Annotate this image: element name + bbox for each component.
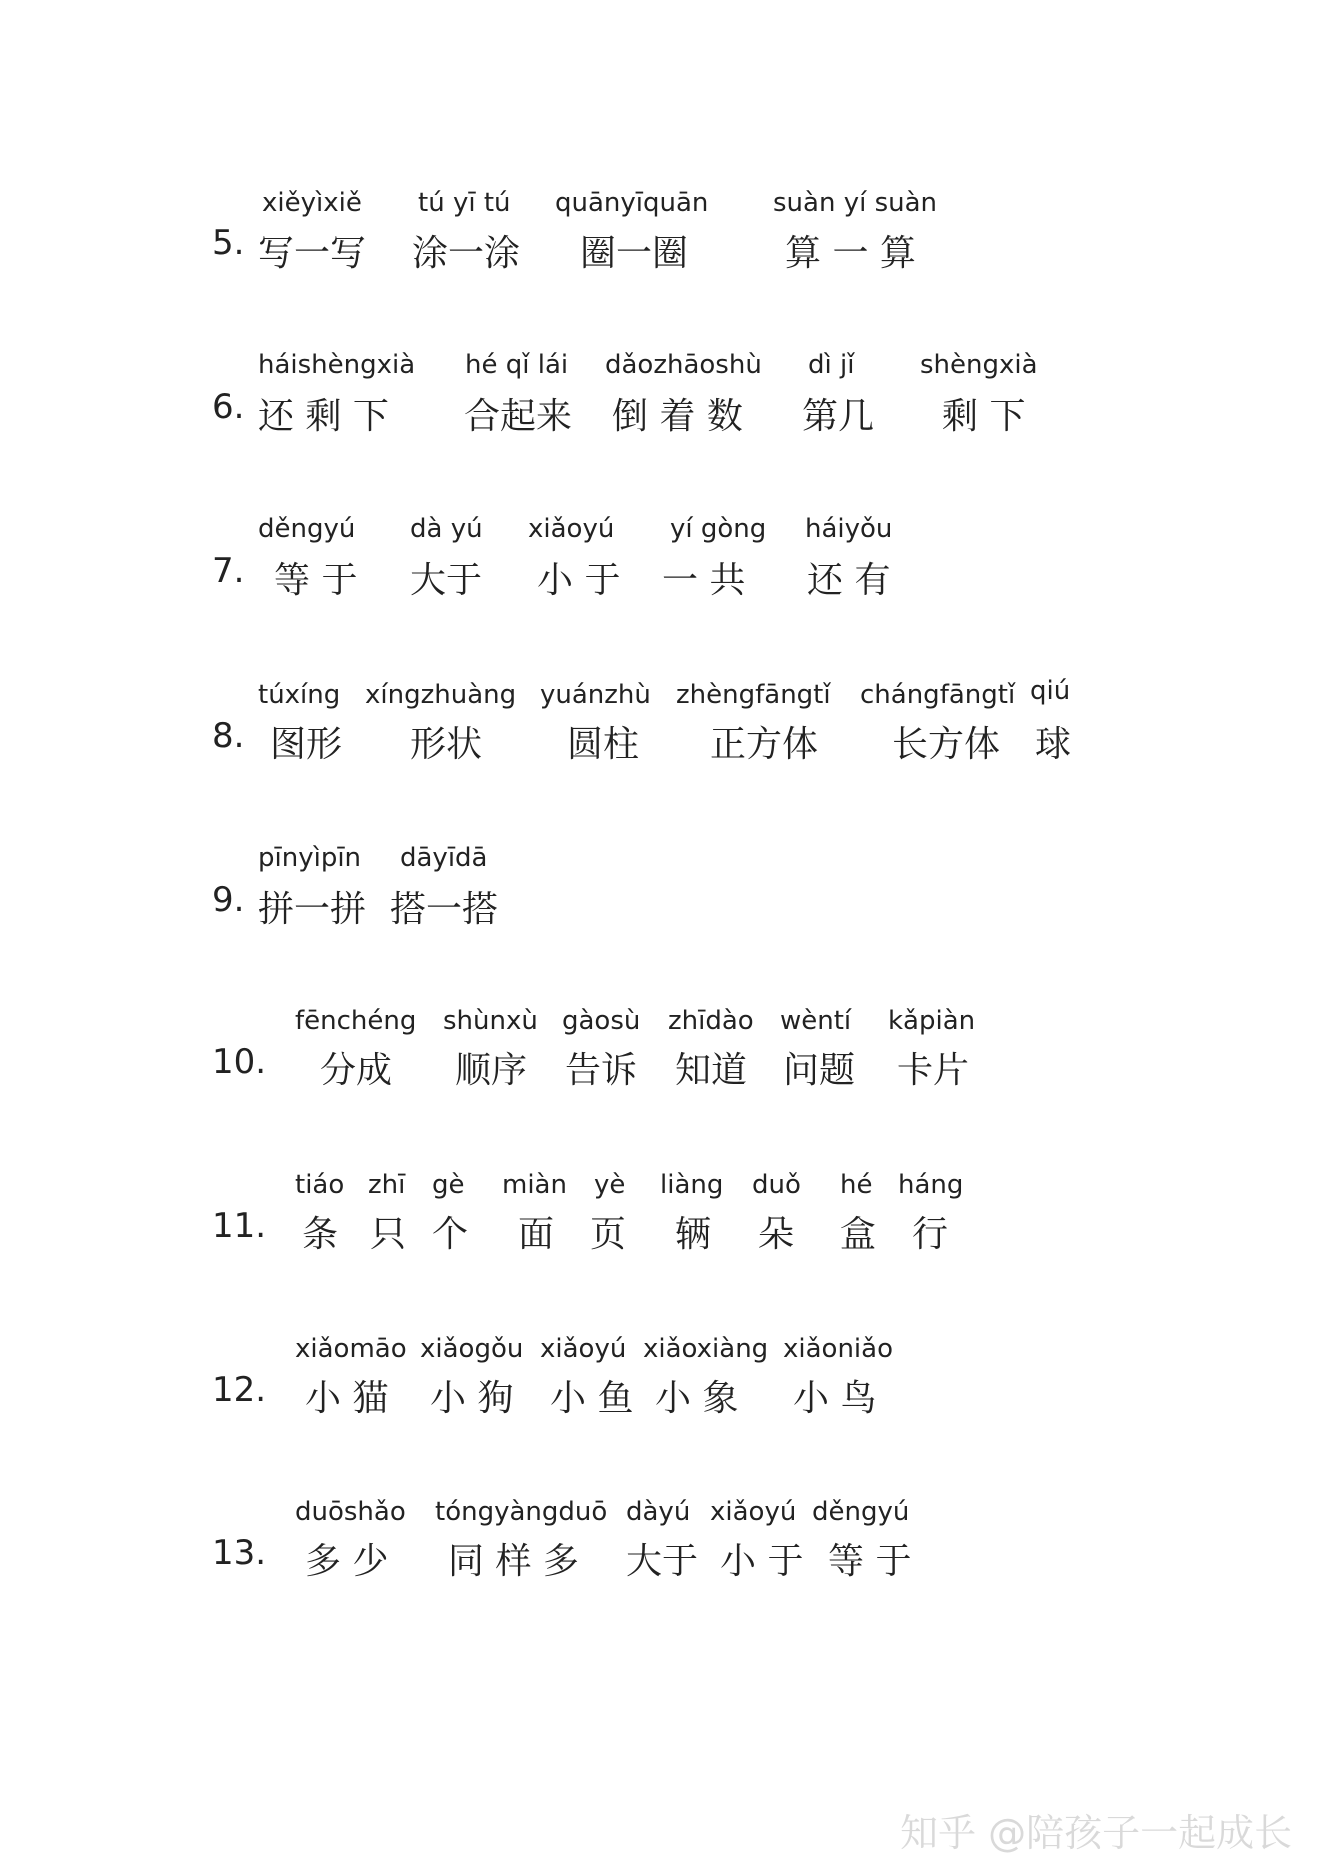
hanzi: 还 有 (807, 560, 891, 601)
item-number: 6. (212, 387, 245, 427)
pinyin: yí gòng (670, 514, 767, 544)
hanzi: 一 共 (662, 560, 746, 601)
hanzi: 形状 (410, 724, 483, 765)
pinyin: xiǎoyú (540, 1334, 627, 1364)
pinyin: xíngzhuàng (365, 680, 517, 710)
hanzi: 分成 (320, 1050, 393, 1091)
pinyin: xiǎomāo (295, 1334, 407, 1364)
pinyin: xiǎoxiàng (643, 1334, 769, 1364)
hanzi: 算 一 算 (785, 233, 916, 274)
hanzi: 页 (590, 1214, 627, 1255)
pinyin: pīnyìpīn (258, 843, 362, 873)
pinyin: yuánzhù (540, 680, 651, 710)
pinyin: qiú (1030, 676, 1071, 706)
pinyin: dì jǐ (808, 350, 855, 380)
item-number: 13. (212, 1533, 267, 1573)
pinyin: děngyú (258, 514, 356, 544)
hanzi: 顺序 (455, 1050, 528, 1091)
hanzi: 辆 (675, 1214, 712, 1255)
pinyin: dà yú (410, 514, 483, 544)
hanzi: 小 于 (720, 1541, 804, 1582)
item-number: 7. (212, 551, 245, 591)
hanzi: 小 鸟 (793, 1378, 877, 1419)
pinyin: chángfāngtǐ (860, 680, 1016, 710)
pinyin: wèntí (780, 1006, 852, 1036)
hanzi: 等 于 (274, 560, 358, 601)
hanzi: 写一写 (258, 233, 367, 274)
pinyin: xiǎoyú (710, 1497, 797, 1527)
item-number: 9. (212, 880, 245, 920)
pinyin: xiǎoyú (528, 514, 615, 544)
pinyin: gàosù (562, 1006, 641, 1036)
hanzi: 面 (518, 1214, 555, 1255)
pinyin: háishèngxià (258, 350, 416, 380)
hanzi: 长方体 (892, 724, 1001, 765)
pinyin: duōshǎo (295, 1497, 406, 1527)
hanzi: 行 (912, 1214, 949, 1255)
hanzi: 只 (370, 1214, 407, 1255)
hanzi: 图形 (270, 724, 343, 765)
hanzi: 合起来 (464, 396, 573, 437)
hanzi: 小 狗 (430, 1378, 514, 1419)
hanzi: 盒 (840, 1214, 877, 1255)
pinyin: quānyīquān (555, 188, 709, 218)
pinyin: dāyīdā (400, 843, 488, 873)
pinyin: kǎpiàn (888, 1006, 976, 1036)
pinyin: hé qǐ lái (465, 350, 569, 380)
pinyin: hé (840, 1170, 873, 1200)
hanzi: 圈一圈 (580, 233, 689, 274)
pinyin: tiáo (295, 1170, 345, 1200)
pinyin: tú yī tú (418, 188, 511, 218)
hanzi: 知道 (675, 1050, 748, 1091)
pinyin: tóngyàngduō (435, 1497, 608, 1527)
hanzi: 小 于 (537, 560, 621, 601)
pinyin: shùnxù (443, 1006, 538, 1036)
hanzi: 小 猫 (305, 1378, 389, 1419)
pinyin: liàng (660, 1170, 724, 1200)
pinyin: shèngxià (920, 350, 1038, 380)
hanzi: 等 于 (828, 1541, 912, 1582)
pinyin: zhī (368, 1170, 406, 1200)
hanzi: 倒 着 数 (612, 396, 743, 437)
watermark: 知乎 @陪孩子一起成长 (900, 1811, 1293, 1855)
item-number: 8. (212, 716, 245, 756)
pinyin: zhīdào (668, 1006, 754, 1036)
pinyin: dàyú (626, 1497, 691, 1527)
hanzi: 圆柱 (567, 724, 640, 765)
item-number: 12. (212, 1370, 267, 1410)
pinyin: suàn yí suàn (773, 188, 938, 218)
hanzi: 问题 (783, 1050, 856, 1091)
hanzi: 同 样 多 (448, 1541, 579, 1582)
item-number: 11. (212, 1206, 267, 1246)
hanzi: 告诉 (565, 1050, 638, 1091)
pinyin: yè (594, 1170, 626, 1200)
pinyin: duǒ (752, 1170, 801, 1200)
hanzi: 小 鱼 (550, 1378, 634, 1419)
pinyin: dǎozhāoshù (605, 350, 762, 380)
hanzi: 大于 (410, 560, 483, 601)
hanzi: 条 (302, 1214, 339, 1255)
hanzi: 个 (432, 1214, 469, 1255)
hanzi: 朵 (758, 1214, 795, 1255)
hanzi: 卡片 (897, 1050, 970, 1091)
hanzi: 大于 (626, 1541, 699, 1582)
pinyin: zhèngfāngtǐ (676, 680, 831, 710)
item-number: 10. (212, 1042, 267, 1082)
hanzi: 第几 (802, 396, 875, 437)
hanzi: 拼一拼 (258, 889, 367, 930)
hanzi: 剩 下 (942, 396, 1026, 437)
pinyin: fēnchéng (295, 1006, 417, 1036)
hanzi: 球 (1035, 724, 1072, 765)
pinyin: háiyǒu (805, 514, 893, 544)
item-number: 5. (212, 223, 245, 263)
hanzi: 正方体 (710, 724, 819, 765)
hanzi: 小 象 (655, 1378, 739, 1419)
hanzi: 多 少 (305, 1541, 389, 1582)
pinyin: háng (898, 1170, 964, 1200)
pinyin: xiǎogǒu (420, 1334, 524, 1364)
pinyin: děngyú (812, 1497, 910, 1527)
pinyin: gè (432, 1170, 465, 1200)
pinyin: miàn (502, 1170, 567, 1200)
pinyin: xiěyìxiě (262, 188, 362, 218)
hanzi: 还 剩 下 (258, 396, 389, 437)
hanzi: 涂一涂 (412, 233, 521, 274)
pinyin: túxíng (258, 680, 341, 710)
pinyin: xiǎoniǎo (783, 1334, 893, 1364)
hanzi: 搭一搭 (390, 889, 499, 930)
